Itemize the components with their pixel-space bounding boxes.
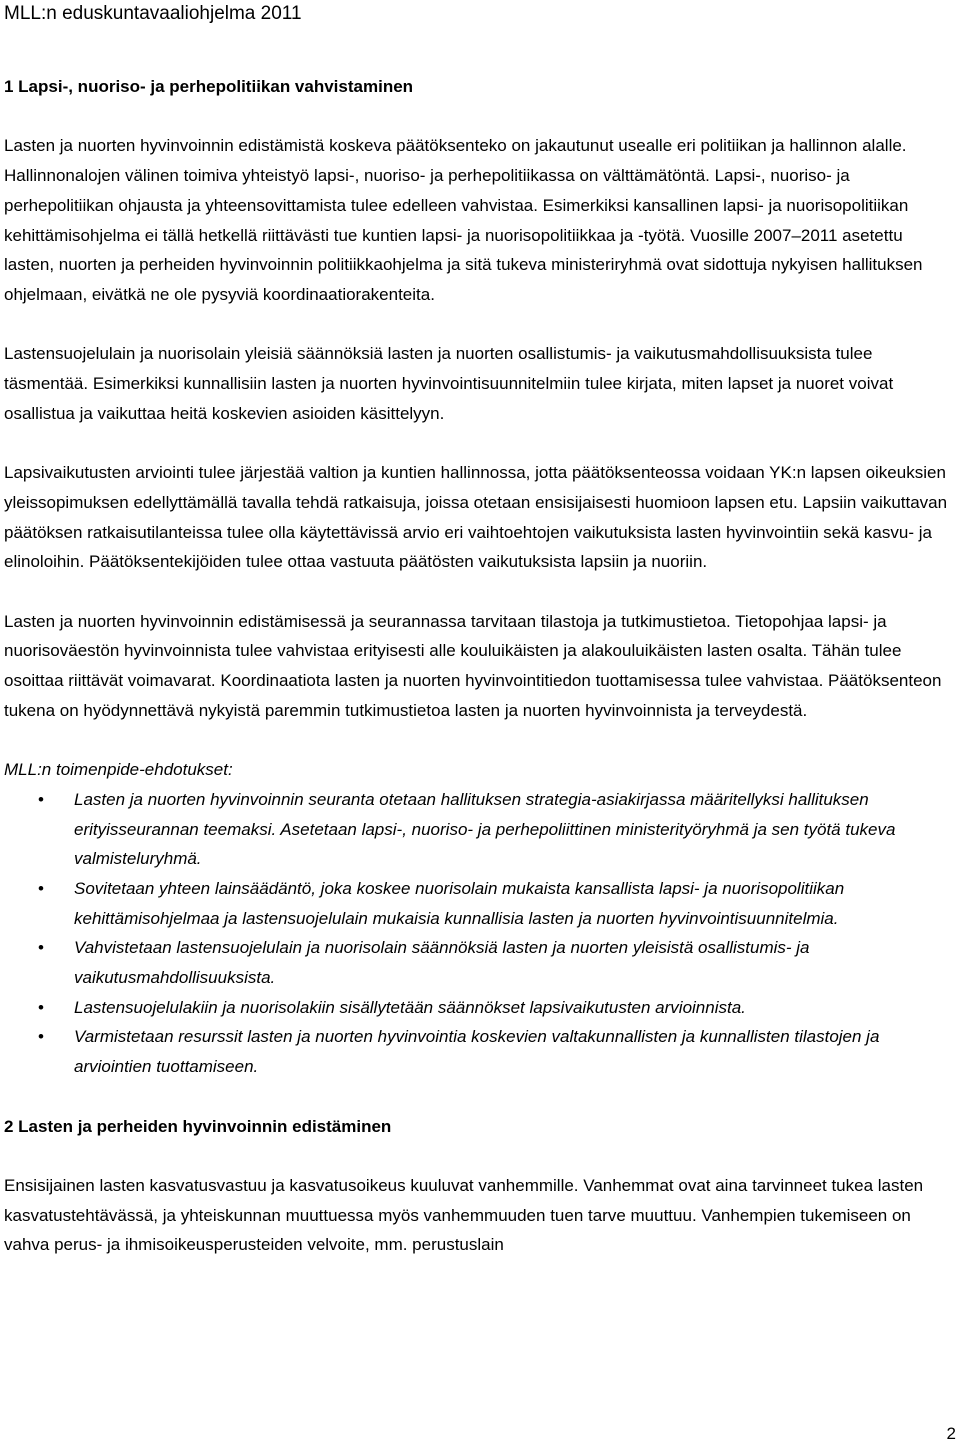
bullet-icon: • xyxy=(38,789,44,809)
measure-item xyxy=(4,785,956,874)
measure-item xyxy=(4,1022,956,1081)
section-2-heading: 2 Lasten ja perheiden hyvinvoinnin edistäminen xyxy=(4,1116,392,1136)
document-header-title: MLL:n eduskuntavaaliohjelma 2011 xyxy=(4,3,302,24)
spacer xyxy=(4,310,956,340)
bullet-icon: • xyxy=(38,1027,44,1047)
spacer xyxy=(4,577,956,607)
spacer xyxy=(4,1082,956,1112)
page-number: 2 xyxy=(946,1424,956,1443)
section-1-paragraph-1: Lasten ja nuorten hyvinvoinnin edistämistä koskeva päätöksenteko on jakautunut usealle eri politiikan ja hallinnon alalle. Hallinnonalojen välinen toimiva yhteistyö lapsi-, nuoriso- ja perhepolitiikassa on välttämätöntä. Lapsi-, nuoriso- ja perhepolitiikan ohjausta ja yhteensovittamista tulee edelleen vahvistaa. Esimerkiksi kansallinen lapsi- ja nuorisopolitiikan kehittämisohjelma ei tällä hetkellä riittävästi tue kuntien lapsi- ja nuorisopolitiikkaa ja -työtä. Vuosille 2007–2011 asetettu lasten, nuorten ja perheiden hyvinvoinnin politiikkaohjelma ja sitä tukeva ministeriryhmä ovat sidottuja nykyisen hallituksen ohjelmaan, eivätkä ne ole pysyviä koordinaatiorakenteita. xyxy=(4,136,923,304)
bullet-icon: • xyxy=(38,938,44,958)
document-body xyxy=(4,72,956,1260)
measure-text: Varmistetaan resurssit lasten ja nuorten hyvinvointia koskevien valtakunnallisten ja kunnallisten tilastojen ja arviointien tuottamiseen. xyxy=(74,1027,880,1077)
section-1-paragraph-3: Lapsivaikutusten arviointi tulee järjestää valtion ja kuntien hallinnossa, jotta päätöksenteossa voidaan YK:n lapsen oikeuksien yleissopimuksen edellyttämällä tavalla tehdä ratkaisuja, joissa otetaan ensisijaisesti huomioon lapsen etu. Lapsiin vaikuttavan päätöksen ratkaisutilanteissa tulee olla käytettävissä arvio eri vaihtoehtojen vaikutuksista lasten hyvinvointiin sekä kasvu- ja elinoloihin. Päätöksentekijöiden tulee ottaa vastuuta päätösten vaikutuksista lapsiin ja nuoriin. xyxy=(4,463,948,572)
section-2-paragraph-1: Ensisijainen lasten kasvatusvastuu ja kasvatusoikeus kuuluvat vanhemmille. Vanhemmat ovat aina tarvinneet tukea lasten kasvatustehtävässä, ja yhteiskunnan muuttuessa myös vanhemmuuden tuen tarve muuttuu. Vanhempien tukemiseen on vahva perus- ja ihmisoikeusperusteiden velvoite, mm. perustuslain xyxy=(4,1175,924,1255)
measures-list xyxy=(4,785,956,1082)
measure-text: Vahvistetaan lastensuojelulain ja nuorisolain säännöksiä lasten ja nuorten yleisistä osallistumis- ja vaikutusmahdollisuuksista. xyxy=(74,938,810,988)
section-1-heading: 1 Lapsi-, nuoriso- ja perhepolitiikan vahvistaminen xyxy=(4,77,414,96)
spacer xyxy=(4,428,956,458)
measure-text: Lasten ja nuorten hyvinvoinnin seuranta otetaan hallituksen strategia-asiakirjassa määritellyksi hallituksen erityisseurannan teemaksi. Asetetaan lapsi-, nuoriso- ja perhepoliittinen ministerityöryhmä ja sen työtä tukeva valmisteluryhmä. xyxy=(74,789,896,869)
measure-text: Sovitetaan yhteen lainsäädäntö, joka koskee nuorisolain mukaista kansallista lapsi- ja nuorisopolitiikan kehittämisohjelmaa ja lastensuojelulain mukaisia kunnallisia lasten ja nuorten hyvinvointisuunnitelmia. xyxy=(74,878,845,928)
spacer xyxy=(4,1141,956,1171)
spacer xyxy=(4,725,956,755)
measure-item xyxy=(4,933,956,992)
section-1-paragraph-2: Lastensuojelulain ja nuorisolain yleisiä säännöksiä lasten ja nuorten osallistumis- ja vaikutusmahdollisuuksista tulee täsmentää. Esimerkiksi kunnallisiin lasten ja nuorten hyvinvointisuunnitelmiin tulee kirjata, miten lapset ja nuoret voivat osallistua ja vaikuttaa heitä koskevien asioiden käsittelyyn. xyxy=(4,344,894,423)
bullet-icon: • xyxy=(38,878,44,898)
bullet-icon: • xyxy=(38,997,44,1017)
measure-item xyxy=(4,993,956,1023)
section-1-paragraph-4: Lasten ja nuorten hyvinvoinnin edistämisessä ja seurannassa tarvitaan tilastoja ja tutkimustietoa. Tietopohjaa lapsi- ja nuorisoväestön hyvinvoinnista tulee vahvistaa erityisesti alle kouluikäisten ja alakouluikäisten lasten osalta. Tähän tulee osoittaa riittävät voimavarat. Koordinaatiota lasten ja nuorten hyvinvointitiedon tuottamisessa tulee vahvistaa. Päätöksenteon tukena on hyödynnettävä nykyistä paremmin tutkimustietoa lasten ja nuorten hyvinvoinnista ja terveydestä. xyxy=(4,611,942,720)
spacer xyxy=(4,102,956,132)
measure-item xyxy=(4,874,956,933)
measures-title: MLL:n toimenpide-ehdotukset: xyxy=(4,760,233,780)
measure-text: Lastensuojelulakiin ja nuorisolakiin sisällytetään säännökset lapsivaikutusten arvioinnista. xyxy=(74,997,746,1017)
